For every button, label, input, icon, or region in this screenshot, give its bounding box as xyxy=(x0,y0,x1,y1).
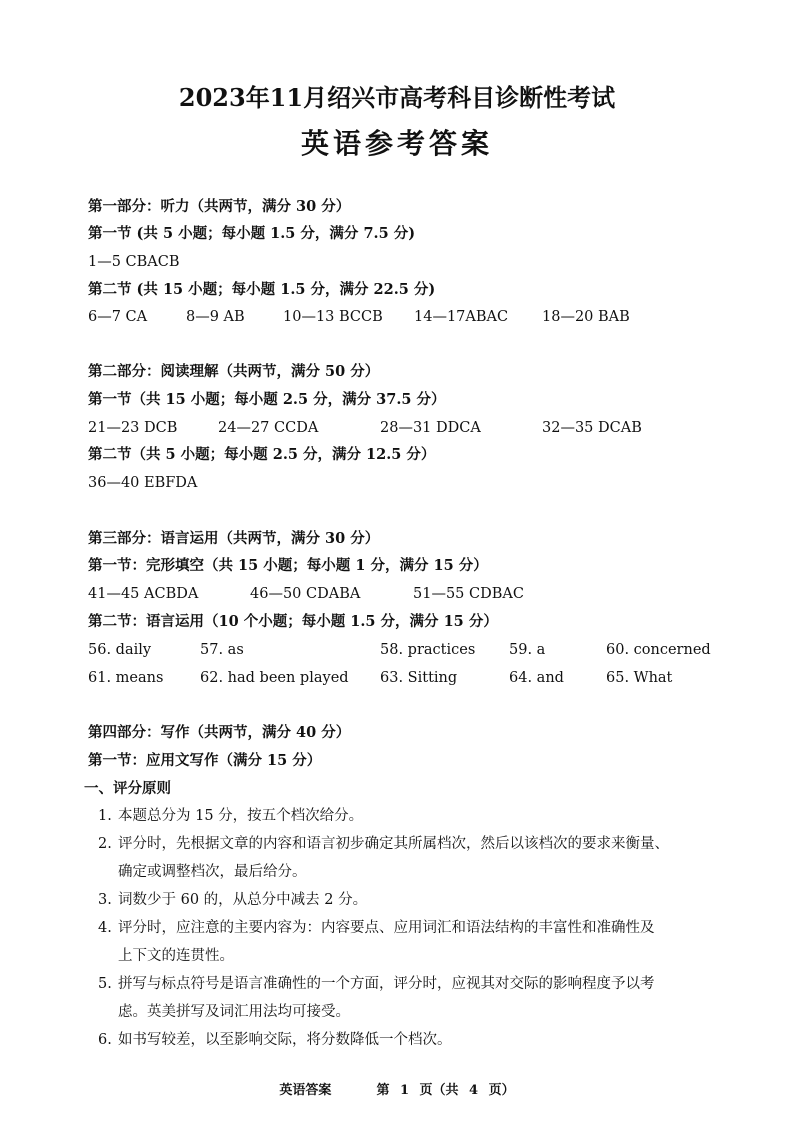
rule-text: 评分时，先根据文章的内容和语言初步确定其所属档次，然后以该档次的要求来衡量、 xyxy=(118,836,669,852)
part2-heading: 第二部分：阅读理解（共两节，满分 50 分） xyxy=(88,363,380,380)
part2-sec2-heading: 第二节（共 5 小题；每小题 2.5 分，满分 12.5 分） xyxy=(88,446,436,463)
answer-item: 62. had been played xyxy=(200,670,349,686)
rule-item xyxy=(98,890,367,910)
answer-group: 18—20 BAB xyxy=(542,309,630,325)
rule-number: 6. xyxy=(98,1032,112,1048)
answer-item: 56. daily xyxy=(88,642,152,658)
answer-group: 21—23 DCB xyxy=(88,420,178,436)
answer-item: 60. concerned xyxy=(606,642,711,658)
exam-title: 2023年11月绍兴市高考科目诊断性考试 xyxy=(178,83,616,112)
footer-label: 英语答案 xyxy=(279,1083,332,1098)
answer-group: 41—45 ACBDA xyxy=(88,586,199,602)
rule-number: 4. xyxy=(98,920,112,936)
rule-number: 2. xyxy=(98,836,112,852)
answer-group: 14—17ABAC xyxy=(414,309,509,325)
rule-item xyxy=(98,806,363,826)
rule-item xyxy=(98,918,655,938)
answer-group: 24—27 CCDA xyxy=(218,420,319,436)
rule-text-continued: 虑。英美拼写及词汇用法均可接受。 xyxy=(118,1004,350,1020)
answer-group: 46—50 CDABA xyxy=(250,586,361,602)
rule-text-continued: 确定或调整档次，最后给分。 xyxy=(118,864,307,880)
rule-item xyxy=(98,974,655,994)
answer-group: 10—13 BCCB xyxy=(283,309,383,325)
answer-group: 6—7 CA xyxy=(88,309,148,325)
part4-heading: 第四部分：写作（共两节，满分 40 分） xyxy=(88,724,351,741)
answer-group: 32—35 DCAB xyxy=(542,420,642,436)
rule-text: 词数少于 60 的，从总分中减去 2 分。 xyxy=(118,892,368,908)
answer-item: 57. as xyxy=(200,642,244,658)
answer-group: 36—40 EBFDA xyxy=(88,475,198,491)
part1-heading: 第一部分：听力（共两节，满分 30 分） xyxy=(88,198,351,215)
answer-group: 28—31 DDCA xyxy=(380,420,481,436)
part4-sec1-heading: 第一节：应用文写作（满分 15 分） xyxy=(88,752,322,769)
answer-group: 51—55 CDBAC xyxy=(413,586,524,602)
answer-item: 65. What xyxy=(606,670,673,686)
rule-item xyxy=(98,834,669,854)
principles-heading: 一、评分原则 xyxy=(84,780,171,797)
rule-text-continued: 上下文的连贯性。 xyxy=(118,948,234,964)
rule-item xyxy=(98,1030,452,1050)
part1-sec1-heading: 第一节 (共 5 小题；每小题 1.5 分，满分 7.5 分) xyxy=(88,225,416,242)
part2-sec1-heading: 第一节（共 15 小题；每小题 2.5 分，满分 37.5 分） xyxy=(88,391,446,408)
document-subtitle: 英语参考答案 xyxy=(300,127,493,160)
answer-group: 1—5 CBACB xyxy=(88,254,180,270)
rule-text: 本题总分为 15 分，按五个档次给分。 xyxy=(118,808,364,824)
page-number: 第 1 页（共 4 页） xyxy=(376,1083,515,1098)
rule-number: 1. xyxy=(98,808,112,824)
rule-number: 3. xyxy=(98,892,112,908)
answer-item: 58. practices xyxy=(380,642,476,658)
part3-heading: 第三部分：语言运用（共两节，满分 30 分） xyxy=(88,530,380,547)
rule-text: 评分时，应注意的主要内容为：内容要点、应用词汇和语法结构的丰富性和准确性及 xyxy=(118,920,655,936)
part3-sec1-heading: 第一节：完形填空（共 15 小题；每小题 1 分，满分 15 分） xyxy=(88,557,488,574)
page-footer xyxy=(0,1079,794,1098)
rule-text: 如书写较差，以至影响交际，将分数降低一个档次。 xyxy=(118,1032,452,1048)
rule-number: 5. xyxy=(98,976,112,992)
part1-sec2-heading: 第二节 (共 15 小题；每小题 1.5 分，满分 22.5 分) xyxy=(88,281,436,298)
answer-group: 8—9 AB xyxy=(186,309,245,325)
answer-item: 64. and xyxy=(509,670,564,686)
answer-item: 63. Sitting xyxy=(380,670,458,686)
answer-item: 59. a xyxy=(509,642,546,658)
rule-text: 拼写与标点符号是语言准确性的一个方面，评分时，应视其对交际的影响程度予以考 xyxy=(118,976,655,992)
part3-sec2-heading: 第二节：语言运用（10 个小题；每小题 1.5 分，满分 15 分） xyxy=(88,613,498,630)
answer-item: 61. means xyxy=(88,670,164,686)
